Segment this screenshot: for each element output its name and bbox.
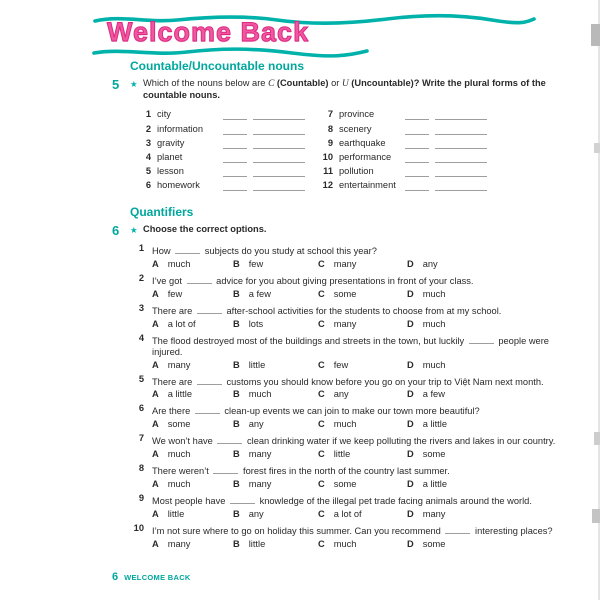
option-d bbox=[407, 289, 568, 300]
option-text: little bbox=[248, 359, 266, 370]
cu-answer-blank bbox=[223, 166, 247, 177]
option-row bbox=[152, 360, 568, 371]
option-letter: C bbox=[318, 318, 325, 329]
noun-item bbox=[320, 135, 487, 149]
option-text: many bbox=[167, 539, 191, 550]
option-text: few bbox=[248, 258, 264, 269]
option-d bbox=[407, 389, 568, 400]
question-text: I’m not sure where to go on holiday this summer. Can you recommend interesting places? bbox=[152, 523, 568, 537]
plural-answer-blank bbox=[435, 124, 487, 135]
option-letter: A bbox=[152, 359, 159, 370]
option-letter: D bbox=[407, 449, 414, 460]
option-letter: B bbox=[233, 359, 240, 370]
option-letter: A bbox=[152, 449, 159, 460]
option-b bbox=[233, 389, 318, 400]
question-list bbox=[130, 243, 568, 550]
noun-word: gravity bbox=[157, 137, 185, 148]
answer-blank bbox=[197, 303, 222, 314]
option-text: little bbox=[248, 539, 266, 550]
plural-answer-blank bbox=[435, 109, 487, 120]
option-letter: B bbox=[233, 539, 240, 550]
option-a bbox=[152, 509, 233, 520]
question-number: 8 bbox=[138, 463, 144, 474]
page-content bbox=[112, 59, 568, 553]
question-text: There are customs you should know before you go on your trip to Việt Nam next month. bbox=[152, 374, 568, 388]
option-letter: B bbox=[233, 258, 240, 269]
option-text: much bbox=[333, 539, 357, 550]
option-b bbox=[233, 419, 318, 430]
question bbox=[130, 303, 568, 330]
noun-column-left bbox=[138, 106, 305, 191]
option-letter: D bbox=[407, 288, 414, 299]
answer-blank bbox=[445, 523, 470, 534]
footer-label: WELCOME BACK bbox=[124, 573, 191, 582]
option-letter: A bbox=[152, 509, 159, 520]
question-body bbox=[152, 523, 568, 550]
plural-answer-blank bbox=[253, 152, 305, 163]
noun-item bbox=[138, 106, 305, 120]
question bbox=[130, 273, 568, 300]
question-number: 3 bbox=[138, 302, 144, 313]
option-letter: C bbox=[318, 359, 325, 370]
page-number: 6 bbox=[112, 571, 119, 583]
scan-artifact bbox=[592, 509, 600, 523]
option-letter: A bbox=[152, 389, 159, 400]
answer-blank bbox=[187, 273, 212, 284]
answer-blank bbox=[217, 433, 242, 444]
option-letter: D bbox=[407, 419, 414, 430]
answer-blank bbox=[175, 243, 200, 254]
question bbox=[130, 374, 568, 401]
scan-artifact bbox=[591, 24, 600, 46]
cu-answer-blank bbox=[223, 180, 247, 191]
option-text: a little bbox=[167, 389, 193, 400]
option-letter: C bbox=[318, 389, 325, 400]
question-text: I’ve got advice for you about giving presentations in front of your class. bbox=[152, 273, 568, 287]
instruction-bold: (Uncountable)? Write the plural forms of the countable nouns. bbox=[143, 78, 546, 101]
option-text: few bbox=[333, 359, 349, 370]
option-row bbox=[152, 479, 568, 490]
cu-answer-blank bbox=[405, 124, 429, 135]
noun-item bbox=[138, 135, 305, 149]
option-text: many bbox=[248, 479, 272, 490]
cu-answer-blank bbox=[405, 109, 429, 120]
option-letter: C bbox=[318, 288, 325, 299]
option-letter: A bbox=[152, 288, 159, 299]
noun-number: 7 bbox=[327, 109, 333, 120]
noun-word: city bbox=[157, 109, 171, 120]
question-body bbox=[152, 374, 568, 401]
question-number: 7 bbox=[138, 433, 144, 444]
cu-answer-blank bbox=[223, 138, 247, 149]
answer-blank bbox=[213, 463, 238, 474]
question bbox=[130, 403, 568, 430]
exercise-instruction: Choose the correct options. bbox=[143, 224, 267, 235]
question bbox=[130, 433, 568, 460]
option-text: much bbox=[248, 389, 272, 400]
option-text: some bbox=[333, 479, 357, 490]
cu-answer-blank bbox=[223, 152, 247, 163]
noun-item bbox=[138, 149, 305, 163]
scan-artifact bbox=[594, 143, 600, 153]
answer-blank bbox=[230, 493, 255, 504]
question-body bbox=[152, 463, 568, 490]
option-a bbox=[152, 419, 233, 430]
option-row bbox=[152, 539, 568, 550]
option-text: many bbox=[333, 258, 357, 269]
noun-item bbox=[138, 163, 305, 177]
scan-artifact bbox=[594, 432, 600, 445]
question-body bbox=[152, 273, 568, 300]
option-text: little bbox=[333, 449, 351, 460]
option-text: some bbox=[333, 288, 357, 299]
cu-answer-blank bbox=[405, 166, 429, 177]
exercise-number: 6 bbox=[112, 223, 120, 239]
option-row bbox=[152, 419, 568, 430]
option-text: little bbox=[167, 509, 185, 520]
option-letter: C bbox=[318, 539, 325, 550]
option-letter: B bbox=[233, 509, 240, 520]
instruction-text: Which of the nouns below are bbox=[143, 78, 269, 89]
option-c bbox=[318, 539, 407, 550]
option-text: a few bbox=[422, 389, 445, 400]
option-letter: A bbox=[152, 258, 159, 269]
cu-answer-blank bbox=[405, 180, 429, 191]
question-number: 2 bbox=[138, 272, 144, 283]
question-text: How subjects do you study at school this year? bbox=[152, 243, 568, 257]
question-body bbox=[152, 333, 568, 371]
option-c bbox=[318, 259, 407, 270]
uncountable-symbol: U bbox=[341, 79, 349, 90]
countable-symbol: C bbox=[268, 79, 275, 90]
noun-word: earthquake bbox=[339, 137, 386, 148]
option-c bbox=[318, 479, 407, 490]
cu-answer-blank bbox=[223, 124, 247, 135]
question-body bbox=[152, 433, 568, 460]
noun-word: performance bbox=[339, 151, 392, 162]
question-body bbox=[152, 243, 568, 270]
question-body bbox=[152, 303, 568, 330]
page-header bbox=[92, 13, 552, 63]
noun-number: 5 bbox=[145, 166, 151, 177]
option-c bbox=[318, 449, 407, 460]
unit-title: Welcome Back bbox=[107, 17, 310, 47]
option-text: any bbox=[333, 389, 349, 400]
option-text: few bbox=[167, 288, 183, 299]
answer-blank bbox=[197, 374, 222, 385]
question bbox=[130, 333, 568, 371]
section-heading-countable: Countable/Uncountable nouns bbox=[130, 59, 304, 73]
noun-number: 8 bbox=[327, 123, 333, 134]
question-number: 6 bbox=[138, 403, 144, 414]
cu-answer-blank bbox=[405, 138, 429, 149]
question-text: Are there clean-up events we can join to make our town more beautiful? bbox=[152, 403, 568, 417]
option-text: much bbox=[422, 318, 446, 329]
option-text: many bbox=[167, 359, 191, 370]
option-c bbox=[318, 289, 407, 300]
noun-number: 11 bbox=[323, 166, 333, 177]
noun-number: 10 bbox=[322, 151, 333, 162]
option-a bbox=[152, 449, 233, 460]
section-heading-quantifiers: Quantifiers bbox=[130, 205, 194, 220]
instruction-text: or bbox=[328, 78, 342, 89]
option-letter: B bbox=[233, 288, 240, 299]
question-body bbox=[152, 403, 568, 430]
question bbox=[130, 523, 568, 550]
option-row bbox=[152, 509, 568, 520]
option-d bbox=[407, 539, 568, 550]
option-letter: A bbox=[152, 419, 159, 430]
plural-answer-blank bbox=[253, 138, 305, 149]
option-text: some bbox=[422, 539, 446, 550]
exercise-5-header bbox=[112, 78, 568, 101]
option-c bbox=[318, 419, 407, 430]
option-letter: D bbox=[407, 539, 414, 550]
noun-number: 2 bbox=[145, 123, 151, 134]
exercise-instruction bbox=[143, 78, 568, 101]
question-number: 9 bbox=[138, 493, 144, 504]
option-text: much bbox=[333, 419, 357, 430]
option-c bbox=[318, 319, 407, 330]
option-b bbox=[233, 319, 318, 330]
answer-blank bbox=[195, 403, 220, 414]
option-letter: A bbox=[152, 539, 159, 550]
option-b bbox=[233, 259, 318, 270]
option-a bbox=[152, 479, 233, 490]
noun-word: lesson bbox=[157, 166, 184, 177]
noun-number: 4 bbox=[145, 151, 151, 162]
noun-word: province bbox=[339, 109, 375, 120]
question-text: The flood destroyed most of the buildings and streets in the town, but luckily people were injured. bbox=[152, 333, 568, 358]
question-text: There weren’t forest fires in the north of the country last summer. bbox=[152, 463, 568, 477]
noun-number: 3 bbox=[145, 137, 151, 148]
option-letter: A bbox=[152, 318, 159, 329]
page-footer bbox=[112, 571, 191, 583]
option-d bbox=[407, 509, 568, 520]
option-a bbox=[152, 539, 233, 550]
exercise-number: 5 bbox=[112, 77, 120, 93]
noun-word: planet bbox=[157, 151, 183, 162]
question-number: 4 bbox=[138, 332, 144, 343]
noun-item bbox=[138, 177, 305, 191]
noun-item bbox=[320, 106, 487, 120]
option-a bbox=[152, 389, 233, 400]
option-letter: B bbox=[233, 318, 240, 329]
option-b bbox=[233, 539, 318, 550]
option-d bbox=[407, 259, 568, 270]
exercise-6-header bbox=[112, 224, 568, 237]
option-letter: C bbox=[318, 449, 325, 460]
question-body bbox=[152, 493, 568, 520]
question-number: 5 bbox=[138, 373, 144, 384]
noun-word: entertainment bbox=[339, 180, 396, 191]
option-letter: D bbox=[407, 509, 414, 520]
option-b bbox=[233, 479, 318, 490]
option-b bbox=[233, 509, 318, 520]
option-letter: C bbox=[318, 258, 325, 269]
plural-answer-blank bbox=[253, 166, 305, 177]
instruction-bold: (Countable) bbox=[274, 78, 329, 89]
option-b bbox=[233, 360, 318, 371]
option-row bbox=[152, 289, 568, 300]
option-text: any bbox=[248, 419, 264, 430]
star-icon: ★ bbox=[130, 79, 138, 90]
option-c bbox=[318, 360, 407, 371]
option-text: a few bbox=[248, 288, 271, 299]
option-letter: B bbox=[233, 479, 240, 490]
option-a bbox=[152, 259, 233, 270]
option-c bbox=[318, 389, 407, 400]
option-row bbox=[152, 449, 568, 460]
noun-item bbox=[320, 120, 487, 134]
option-text: many bbox=[333, 318, 357, 329]
noun-item bbox=[138, 120, 305, 134]
option-d bbox=[407, 319, 568, 330]
option-c bbox=[318, 509, 407, 520]
noun-word: homework bbox=[157, 180, 200, 191]
option-letter: C bbox=[318, 419, 325, 430]
question-text: We won’t have clean drinking water if we keep polluting the rivers and lakes in our country. bbox=[152, 433, 568, 447]
question bbox=[130, 243, 568, 270]
option-a bbox=[152, 360, 233, 371]
noun-list bbox=[138, 106, 568, 191]
question bbox=[130, 493, 568, 520]
option-text: much bbox=[422, 359, 446, 370]
option-a bbox=[152, 289, 233, 300]
noun-number: 9 bbox=[327, 137, 333, 148]
answer-blank bbox=[469, 333, 494, 344]
option-letter: D bbox=[407, 258, 414, 269]
option-letter: B bbox=[233, 389, 240, 400]
option-d bbox=[407, 360, 568, 371]
question-number: 10 bbox=[133, 523, 144, 534]
option-d bbox=[407, 479, 568, 490]
noun-number: 1 bbox=[145, 109, 151, 120]
plural-answer-blank bbox=[435, 152, 487, 163]
plural-answer-blank bbox=[435, 180, 487, 191]
noun-item bbox=[320, 177, 487, 191]
question-text: Most people have knowledge of the illegal pet trade facing animals around the world. bbox=[152, 493, 568, 507]
option-letter: D bbox=[407, 318, 414, 329]
option-text: a lot of bbox=[333, 509, 362, 520]
option-row bbox=[152, 259, 568, 270]
option-letter: B bbox=[233, 449, 240, 460]
plural-answer-blank bbox=[435, 166, 487, 177]
noun-number: 6 bbox=[145, 180, 151, 191]
noun-word: pollution bbox=[339, 166, 374, 177]
option-b bbox=[233, 289, 318, 300]
noun-number: 12 bbox=[322, 180, 333, 191]
option-text: any bbox=[248, 509, 264, 520]
plural-answer-blank bbox=[253, 124, 305, 135]
option-text: much bbox=[422, 288, 446, 299]
option-row bbox=[152, 389, 568, 400]
option-text: some bbox=[422, 449, 446, 460]
option-letter: B bbox=[233, 419, 240, 430]
option-text: much bbox=[167, 479, 191, 490]
option-text: many bbox=[248, 449, 272, 460]
option-d bbox=[407, 419, 568, 430]
option-text: much bbox=[167, 449, 191, 460]
option-letter: D bbox=[407, 389, 414, 400]
question-text: There are after-school activities for the students to choose from at my school. bbox=[152, 303, 568, 317]
option-row bbox=[152, 319, 568, 330]
question bbox=[130, 463, 568, 490]
question-number: 1 bbox=[138, 242, 144, 253]
option-text: any bbox=[422, 258, 438, 269]
noun-word: scenery bbox=[339, 123, 372, 134]
plural-answer-blank bbox=[435, 138, 487, 149]
plural-answer-blank bbox=[253, 180, 305, 191]
option-letter: D bbox=[407, 479, 414, 490]
noun-item bbox=[320, 149, 487, 163]
option-letter: A bbox=[152, 479, 159, 490]
noun-word: information bbox=[157, 123, 203, 134]
option-d bbox=[407, 449, 568, 460]
option-text: many bbox=[422, 509, 446, 520]
option-letter: C bbox=[318, 479, 325, 490]
option-text: much bbox=[167, 258, 191, 269]
cu-answer-blank bbox=[223, 109, 247, 120]
option-a bbox=[152, 319, 233, 330]
noun-item bbox=[320, 163, 487, 177]
option-text: a lot of bbox=[167, 318, 196, 329]
option-text: lots bbox=[248, 318, 264, 329]
option-text: some bbox=[167, 419, 191, 430]
star-icon: ★ bbox=[130, 225, 138, 236]
option-text: a little bbox=[422, 479, 448, 490]
wave-decoration-bottom bbox=[92, 46, 370, 58]
option-b bbox=[233, 449, 318, 460]
cu-answer-blank bbox=[405, 152, 429, 163]
option-letter: D bbox=[407, 359, 414, 370]
option-letter: C bbox=[318, 509, 325, 520]
plural-answer-blank bbox=[253, 109, 305, 120]
option-text: a little bbox=[422, 419, 448, 430]
noun-column-right bbox=[320, 106, 487, 191]
